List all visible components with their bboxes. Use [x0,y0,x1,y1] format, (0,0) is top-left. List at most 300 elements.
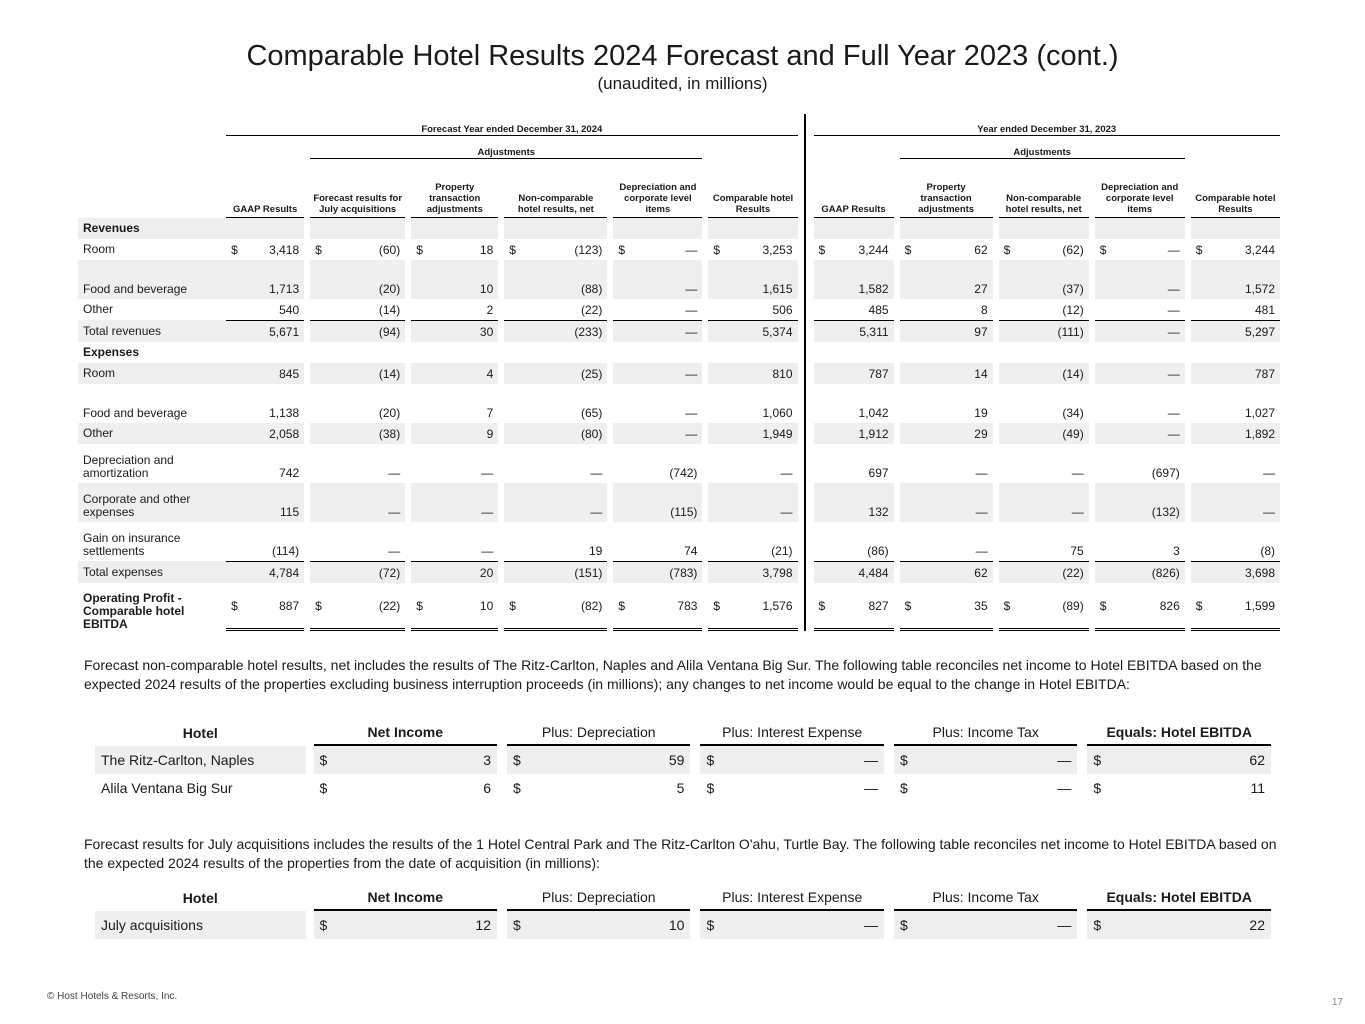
value-cell [708,583,797,631]
value-cell [900,320,993,342]
cell-value: 810 [772,366,793,381]
cell-value: 7 [486,406,494,420]
currency-symbol: $ [904,242,912,257]
value-cell [900,522,993,561]
cell-value: — [1167,282,1180,296]
cell-value: 97 [974,324,988,339]
cell-value: (60) [378,242,401,257]
cell-value: 787 [868,366,889,381]
cell-value: 5,671 [269,324,300,339]
value-cell [999,320,1089,342]
value-cell [226,239,304,260]
table-row [95,746,1271,774]
cell-value: — [685,282,698,296]
cell-value: 485 [868,302,889,317]
hotel-ebitda-col-header: Equals: Hotel EBITDA [1087,885,1271,911]
income-tax-col-header: Plus: Income Tax [894,720,1077,746]
cell-value: 3 [483,752,491,768]
cell-value: 10 [479,598,494,613]
value-cell [900,260,993,299]
cell-value: 30 [479,324,494,339]
table-row [78,583,1280,631]
cell-value: 115 [280,505,300,519]
cell-value: — [1167,242,1180,257]
value-cell [1191,522,1280,561]
value-cell [411,423,498,444]
cell-value: — [685,426,698,441]
cell-value: (80) [581,426,603,441]
currency-symbol: $ [513,752,521,768]
table-row [78,384,1280,423]
hotel-col-header: Hotel [182,890,218,906]
currency-symbol: $ [706,780,715,796]
value-cell [814,260,894,299]
cell-value: 5,374 [762,324,793,339]
cell-value: (65) [581,406,603,420]
value-cell [310,363,405,384]
july-acquisitions-body [95,911,1271,939]
cell-value: (111) [1057,324,1084,339]
value-cell [708,299,797,320]
value-cell [900,444,993,483]
cell-value: (14) [378,302,401,317]
value-cell [314,774,497,802]
value-cell [814,299,894,320]
value-cell [613,363,702,384]
cell-value: (88) [581,282,603,296]
cell-value: 18 [479,242,494,257]
cell-value: 1,138 [269,406,300,420]
value-cell [613,384,702,423]
cell-value: (72) [378,565,401,580]
currency-symbol: $ [416,242,423,257]
cell-value: 14 [974,366,988,381]
value-cell [1095,522,1185,561]
value-cell [999,561,1089,583]
cell-value: 826 [1159,598,1180,613]
value-cell [411,444,498,483]
col-header: Comparable hotel Results [1191,159,1280,218]
value-cell [900,583,993,631]
cell-value: 1,892 [1244,426,1275,441]
interest-col-header: Plus: Interest Expense [700,720,883,746]
cell-value: (132) [1151,505,1180,519]
cell-value: 3,798 [762,565,793,580]
cell-value: 9 [486,426,494,441]
currency-symbol: $ [904,598,912,613]
cell-value: 3,244 [858,242,889,257]
cell-value: — [388,505,401,519]
group-header-2024: Forecast Year ended December 31, 2024 [226,114,797,136]
value-cell [613,423,702,444]
cell-value: — [1057,780,1072,796]
cell-value: — [1167,426,1180,441]
value-cell [504,423,607,444]
cell-value: — [685,406,698,420]
table-row [78,423,1280,444]
cell-value: 62 [974,565,988,580]
currency-symbol: $ [618,242,626,257]
value-cell [999,423,1089,444]
currency-symbol: $ [513,780,521,796]
cell-value: — [863,752,878,768]
value-cell [900,363,993,384]
value-cell [999,522,1089,561]
currency-symbol: $ [706,752,715,768]
table-row [78,320,1280,342]
currency-symbol: $ [1099,598,1107,613]
value-cell [999,483,1089,522]
value-cell [613,239,702,260]
hotel-name: The Ritz-Carlton, Naples [95,746,306,774]
currency-symbol: $ [1195,598,1203,613]
value-cell [700,911,883,939]
value-cell [613,483,702,522]
value-cell [814,423,894,444]
currency-symbol: $ [509,598,516,613]
cell-value: — [388,466,401,480]
adjustments-header-2023: Adjustments [900,136,1185,159]
value-cell [613,444,702,483]
cell-value: 1,912 [858,426,889,441]
cell-value: (826) [1151,565,1180,580]
cell-value: — [481,544,494,558]
value-cell [814,384,894,423]
table-row [78,444,1280,483]
value-cell [310,483,405,522]
table-row [78,483,1280,522]
value-cell [310,561,405,583]
cell-value: — [863,917,878,933]
row-label: Operating Profit - Comparable hotel EBITDA [83,591,185,631]
cell-value: 540 [279,302,300,317]
value-cell [999,260,1089,299]
value-cell [814,444,894,483]
col-header: Property transaction adjustments [411,159,498,218]
value-cell [1191,299,1280,320]
currency-symbol: $ [706,917,715,933]
cell-value: 481 [1254,302,1275,317]
cell-value: 10 [668,917,685,933]
value-cell [226,423,304,444]
col-header: Non-comparable hotel results, net [999,159,1089,218]
cell-value: — [780,505,793,519]
col-header: Property transaction adjustments [900,159,993,218]
cell-value: (34) [1062,406,1084,420]
value-cell [1095,320,1185,342]
cell-value: 1,576 [762,598,793,613]
currency-symbol: $ [818,598,826,613]
cell-value: 27 [974,282,988,296]
cell-value: 35 [974,598,988,613]
cell-value: — [685,302,698,317]
value-cell [814,561,894,583]
currency-symbol: $ [315,598,322,613]
value-cell [1191,384,1280,423]
value-cell [504,561,607,583]
value-cell [411,299,498,320]
value-cell [1191,561,1280,583]
table-row [78,299,1280,320]
currency-symbol: $ [1003,598,1011,613]
cell-value: — [685,242,698,257]
cell-value: (115) [670,505,698,519]
value-cell [700,746,883,774]
hotel-ebitda-col-header: Equals: Hotel EBITDA [1087,720,1271,746]
value-cell [504,384,607,423]
value-cell [814,483,894,522]
value-cell [900,561,993,583]
copyright-footer: © Host Hotels & Resorts, Inc. [47,991,178,1002]
cell-value: (8) [1260,544,1275,558]
cell-value: (22) [1062,565,1084,580]
row-label: Room [83,242,116,256]
cell-value: (20) [378,406,401,420]
cell-value: 62 [1249,752,1265,768]
cell-value: 10 [479,282,494,296]
cell-value: 827 [868,598,889,613]
cell-value: 1,572 [1244,282,1275,296]
net-income-col-header: Net Income [314,885,497,911]
non-comparable-hotel-table [95,720,1271,802]
value-cell [708,363,797,384]
value-cell [894,774,1077,802]
cell-value: 11 [1250,780,1265,796]
row-label: Room [78,363,226,384]
value-cell [1095,239,1185,260]
cell-value: — [1057,917,1072,933]
cell-value: 1,713 [269,282,300,296]
depreciation-col-header: Plus: Depreciation [507,885,690,911]
row-label: Other [78,423,226,444]
cell-value: 132 [868,505,889,519]
cell-value: 697 [868,466,889,480]
currency-symbol: $ [509,242,516,257]
cell-value: — [388,544,401,558]
cell-value: (697) [1151,466,1180,480]
currency-symbol: $ [319,780,328,796]
section-row [78,218,1280,239]
cell-value: 29 [974,426,988,441]
value-cell [226,363,304,384]
section-label: Revenues [78,218,226,239]
value-cell [814,583,894,631]
cell-value: 742 [279,466,300,480]
cell-value: — [1071,505,1084,519]
value-cell [411,561,498,583]
cell-value: 506 [772,302,793,317]
value-cell [613,561,702,583]
hotel-name: Alila Ventana Big Sur [101,780,233,796]
cell-value: 1,599 [1244,598,1275,613]
cell-value: — [481,505,494,519]
value-cell [1191,483,1280,522]
value-cell [708,260,797,299]
value-cell [1191,363,1280,384]
cell-value: (62) [1062,242,1084,257]
value-cell [1191,320,1280,342]
value-cell [226,299,304,320]
cell-value: — [685,324,698,339]
currency-symbol: $ [899,917,908,933]
cell-value: — [1167,302,1180,317]
value-cell [708,522,797,561]
cell-value: — [590,505,603,519]
cell-value: 3,253 [762,242,793,257]
col-header: GAAP Results [226,159,304,218]
value-cell [1095,423,1185,444]
cell-value: (38) [378,426,401,441]
income-tax-col-header: Plus: Income Tax [894,885,1077,911]
cell-value: 2 [486,302,494,317]
cell-value: (14) [1062,366,1084,381]
value-cell [1095,444,1185,483]
value-cell [613,583,702,631]
value-cell [314,746,497,774]
value-cell [504,239,607,260]
cell-value: 783 [677,598,698,613]
value-cell [708,423,797,444]
value-cell [411,260,498,299]
hotel-col-header: Hotel [182,725,218,741]
value-cell [411,522,498,561]
value-cell [1087,774,1271,802]
cell-value: 1,582 [858,282,889,296]
value-cell [226,444,304,483]
col-header: Depreciation and corporate level items [613,159,702,218]
cell-value: 2,058 [269,426,300,441]
interest-col-header: Plus: Interest Expense [700,885,883,911]
cell-value: — [590,466,603,480]
value-cell [900,483,993,522]
net-income-col-header: Net Income [314,720,497,746]
value-cell [504,299,607,320]
value-cell [999,299,1089,320]
value-cell [814,363,894,384]
currency-symbol: $ [1195,242,1203,257]
cell-value: — [1057,752,1072,768]
cell-value: — [1263,505,1275,519]
cell-value: 1,949 [762,426,793,441]
comparable-results-table [78,114,1280,631]
value-cell [504,363,607,384]
page-subtitle: (unaudited, in millions) [597,74,768,93]
cell-value: 1,027 [1244,406,1275,420]
value-cell [1191,444,1280,483]
row-label: Other [83,302,114,316]
cell-value: 19 [589,544,603,558]
non-comparable-hotel-body [95,746,1271,802]
value-cell [708,444,797,483]
row-label: Food and beverage [78,260,226,299]
value-cell [1191,260,1280,299]
cell-value: — [780,466,793,480]
currency-symbol: $ [416,598,423,613]
value-cell [814,522,894,561]
row-label: Total expenses [78,561,226,583]
value-cell [613,299,702,320]
comparable-results-body [78,218,1280,631]
note-non-comparable: Forecast non-comparable hotel results, net includes the results of The Ritz-Carlton, Naples and Alila Ventana Big Sur. The following table reconciles net income to Hotel EBITDA based on the expected 2024 results of the properties excluding business interruption proceeds (in millions); any changes to net income would be equal to the change in Hotel EBITDA: [84,657,1262,692]
value-cell [700,774,883,802]
cell-value: 62 [974,242,988,257]
value-cell [504,583,607,631]
cell-value: 20 [479,565,494,580]
cell-value: 74 [684,544,698,558]
page-number: 17 [1331,997,1343,1008]
currency-symbol: $ [319,917,328,933]
currency-symbol: $ [231,242,238,257]
value-cell [226,522,304,561]
table-row [78,260,1280,299]
currency-symbol: $ [319,752,328,768]
value-cell [504,260,607,299]
cell-value: 1,042 [858,406,889,420]
value-cell [900,239,993,260]
row-label: Corporate and other expenses [78,483,226,522]
value-cell [507,911,690,939]
cell-value: 22 [1249,917,1265,933]
currency-symbol: $ [1003,242,1011,257]
col-header: Forecast results for July acquisitions [310,159,405,218]
value-cell [708,239,797,260]
value-cell [1095,299,1185,320]
cell-value: (37) [1062,282,1084,296]
page-title: Comparable Hotel Results 2024 Forecast and Full Year 2023 (cont.) [246,40,1119,72]
cell-value: 1,615 [762,282,793,296]
value-cell [310,384,405,423]
currency-symbol: $ [899,780,908,796]
value-cell [613,522,702,561]
value-cell [226,583,304,631]
row-label: Depreciation and amortization [83,453,174,480]
value-cell [504,483,607,522]
value-cell [507,746,690,774]
value-cell [226,483,304,522]
table-row [78,522,1280,561]
value-cell [613,260,702,299]
cell-value: 4,784 [269,565,300,580]
value-cell [999,444,1089,483]
cell-value: — [1263,466,1275,480]
value-cell [310,260,405,299]
value-cell [814,320,894,342]
value-cell [504,522,607,561]
value-cell [900,299,993,320]
cell-value: 75 [1070,544,1084,558]
cell-value: (49) [1062,426,1084,441]
value-cell [411,583,498,631]
table-row [78,561,1280,583]
value-cell [999,384,1089,423]
cell-value: 3,698 [1244,565,1275,580]
cell-value: 1,060 [762,406,793,420]
cell-value: 8 [980,302,988,317]
table-row [78,239,1280,260]
cell-value: (233) [574,324,603,339]
note-july-acquisitions: Forecast results for July acquisitions includes the results of the 1 Hotel Central Park and The Ritz-Carlton O'ahu, Turtle Bay. The following table reconciles net income to Hotel EBITDA based on the expected 2024 results of the properties from the date of acquisition (in millions): [84,836,1277,871]
value-cell [310,320,405,342]
cell-value: (151) [574,565,603,580]
cell-value: — [685,366,698,381]
cell-value: (20) [378,282,401,296]
table-row [78,363,1280,384]
value-cell [226,260,304,299]
currency-symbol: $ [1093,780,1102,796]
value-cell [894,911,1077,939]
value-cell [900,384,993,423]
value-cell [310,583,405,631]
